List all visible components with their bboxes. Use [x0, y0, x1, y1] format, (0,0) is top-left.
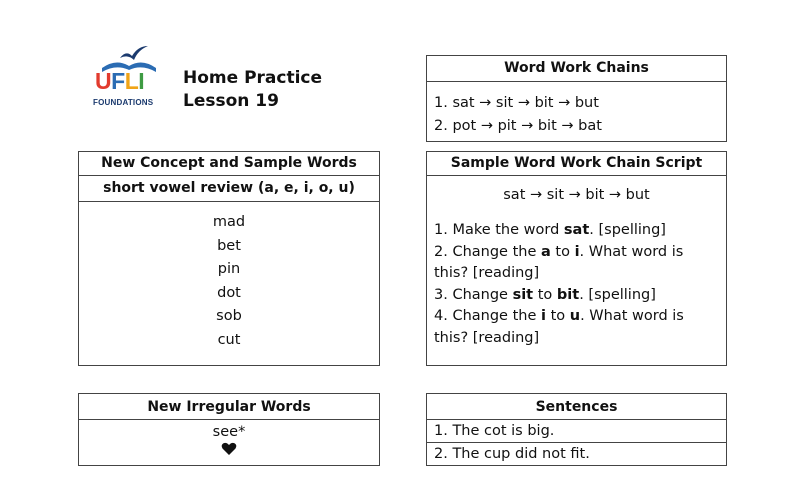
irregular-word: see*: [212, 424, 246, 440]
script-chain: sat → sit → bit → but: [503, 187, 650, 203]
list-item: sob: [216, 308, 242, 324]
list-item: 2. The cup did not fit.: [434, 446, 590, 462]
script-step-1: 1. Make the word sat. [spelling]: [434, 222, 666, 238]
list-item: 1. The cot is big.: [427, 420, 726, 443]
list-item: 1. sat → sit → bit → but: [434, 95, 599, 111]
chains-heading: Word Work Chains: [427, 56, 726, 82]
list-item: pin: [217, 261, 241, 277]
script-step-3: 3. Change sit to bit. [spelling]: [434, 286, 656, 303]
script-step-2: 2. Change the a to i. What word is this? [reading]: [434, 243, 684, 281]
list-item: bet: [217, 237, 241, 254]
heart-icon: [221, 442, 237, 456]
new-concept-box: [78, 151, 380, 366]
sample-words-list: [79, 202, 379, 352]
sentences-box: [426, 393, 727, 466]
list-item: 2. pot → pit → bit → bat: [434, 118, 602, 134]
logo-subtitle: FOUNDATIONS: [93, 98, 154, 107]
script-heading: Sample Word Work Chain Script: [427, 152, 726, 176]
irregular-words-box: [78, 393, 380, 466]
word-work-chains-box: [426, 55, 727, 142]
list-item: dot: [217, 284, 241, 301]
sentences-heading: Sentences: [427, 394, 726, 420]
new-concept-heading: New Concept and Sample Words: [79, 152, 379, 176]
lesson-title: Lesson 19: [183, 91, 279, 111]
new-concept-subheading: short vowel review (a, e, i, o, u): [79, 176, 379, 202]
irregular-heading: New Irregular Words: [79, 394, 379, 420]
list-item: mad: [212, 214, 246, 230]
logo-wordmark: UFLI: [95, 68, 145, 94]
chain-script-box: [426, 151, 727, 366]
list-item: cut: [217, 331, 241, 348]
script-step-4: 4. Change the i to u. What word is this? [reading]: [434, 308, 684, 346]
page-title: Home Practice: [183, 68, 323, 88]
